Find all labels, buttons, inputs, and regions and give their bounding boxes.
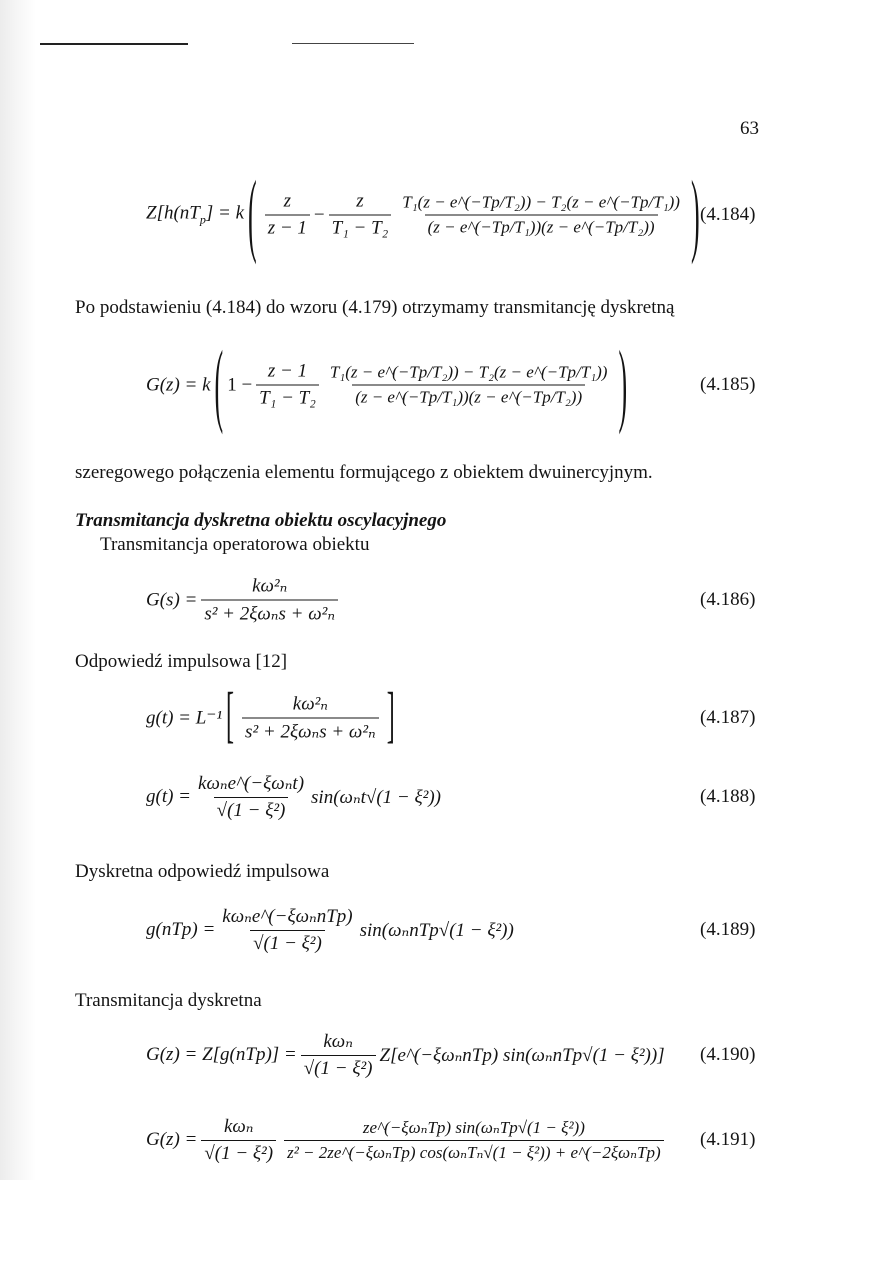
eq187-lhs: g(t) = L⁻¹	[146, 707, 223, 729]
eq185-one: 1 −	[227, 374, 253, 395]
eq188-frac: $\frac{\text{kωₙe\textasciicircum{}(−ξωₙt)}}{\text{√(1 − ξ²)}}$	[198, 773, 305, 821]
eq191-lhs: G(z) =	[146, 1129, 198, 1150]
eq189-frac: $\frac{\text{kωₙe\textasciicircum{}(−ξωₙnTp)}}{\text{√(1 − ξ²)}}$	[222, 906, 353, 954]
eq189-number: (4.189)	[700, 919, 756, 940]
eq184-frac-1: $\frac{z}{z - 1}$	[265, 191, 310, 240]
eq191-number: (4.191)	[700, 1129, 756, 1150]
eq184-lhs: $Z[h(nT_p] = k$	[146, 202, 245, 227]
eq185-frac-1: $\frac{z - 1}{\text{T₁ − T₂}}$	[256, 361, 319, 410]
eq191-frac-1: $\frac{\text{kωₙ}}{\text{√(1 − ξ²)}}$	[201, 1115, 276, 1165]
eq185-frac-2: $\frac{\text{T₁(z − e\textasciicircum{}(−Tp/T₂)) − T₂(z − e\textasciicircum{}(−Tp/T₁))}}{\text{(z − e\textasciicircum{}(−Tp/T₁))(z − e\textasciicircum{}(−Tp/T₂))}}$	[329, 362, 608, 407]
eq190-number: (4.190)	[700, 1044, 756, 1065]
right-paren: )	[690, 161, 700, 266]
eq190-frac: $\frac{\text{kωₙ}}{\text{√(1 − ξ²)}}$	[301, 1030, 376, 1080]
left-bracket: [	[226, 682, 235, 751]
eq185-lhs: G(z) = k	[146, 374, 211, 395]
eq190-lhs: G(z) = Z[g(nTp)] =	[146, 1044, 297, 1065]
page-number: 63	[740, 118, 759, 139]
eq184-frac-2: $\frac{z}{\text{T₁ − T₂}}$	[329, 191, 392, 240]
right-bracket: ]	[386, 682, 395, 751]
eq189-lhs: g(nTp) =	[146, 919, 216, 940]
eq190-rhs: Z[e^(−ξωₙnTp) sin(ωₙnTp√(1 − ξ²))]	[379, 1044, 665, 1066]
eq186-number: (4.186)	[700, 589, 756, 610]
paragraph-5: Dyskretna odpowiedź impulsowa	[75, 861, 330, 882]
eq187-number: (4.187)	[700, 707, 756, 728]
left-paren: (	[214, 331, 224, 436]
eq186-lhs: G(s) =	[146, 589, 198, 610]
eq187-frac: $\frac{\text{kω²ₙ}}{\text{s² + 2ξωₙs + ω²ₙ}}$	[242, 693, 379, 744]
eq184-frac-3: $\frac{\text{T₁(z − e\textasciicircum{}(−Tp/T₂)) − T₂(z − e\textasciicircum{}(−Tp/T₁))}}{\text{(z − e\textasciicircum{}(−Tp/T₁))(z − e\textasciicircum{}(−Tp/T₂))}}$	[402, 192, 680, 237]
eq191-frac-2: $\frac{\text{ze\textasciicircum{}(−ξωₙTp) sin(ωₙTp√(1 − ξ²))}}{\text{z² − 2ze\textasciicircum{}(−ξωₙTp) cos(ωₙTₙ√(1 − ξ²)) + e\textasciicircum{}(−2ξωₙTp)}}$	[284, 1118, 664, 1163]
right-paren: )	[618, 331, 628, 436]
left-paren: (	[248, 161, 257, 266]
eq188-lhs: g(t) =	[146, 786, 192, 807]
eq186-frac: $\frac{\text{kω²ₙ}}{\text{s² + 2ξωₙs + ω²ₙ}}$	[201, 575, 338, 626]
eq185-number: (4.185)	[700, 374, 756, 395]
section-title: Transmitancja dyskretna obiektu oscylacyjnego	[75, 510, 447, 531]
eq184-number: (4.184)	[700, 204, 756, 225]
paragraph-1: Po podstawieniu (4.184) do wzoru (4.179) otrzymamy transmitancję dyskretną	[75, 297, 675, 318]
header-rule-right	[292, 43, 414, 44]
eq189-rhs: sin(ωₙnTp√(1 − ξ²))	[359, 919, 514, 941]
eq188-rhs: sin(ωₙt√(1 − ξ²))	[311, 786, 441, 808]
scan-edge-shadow	[0, 0, 36, 1180]
paragraph-3: Transmitancja operatorowa obiektu	[100, 534, 370, 555]
paragraph-2: szeregowego połączenia elementu formującego z obiektem dwuinercyjnym.	[75, 462, 653, 483]
paragraph-6: Transmitancja dyskretna	[75, 990, 262, 1011]
paragraph-4: Odpowiedź impulsowa [12]	[75, 651, 288, 672]
eq188-number: (4.188)	[700, 786, 756, 807]
header-rule-left	[40, 43, 188, 45]
